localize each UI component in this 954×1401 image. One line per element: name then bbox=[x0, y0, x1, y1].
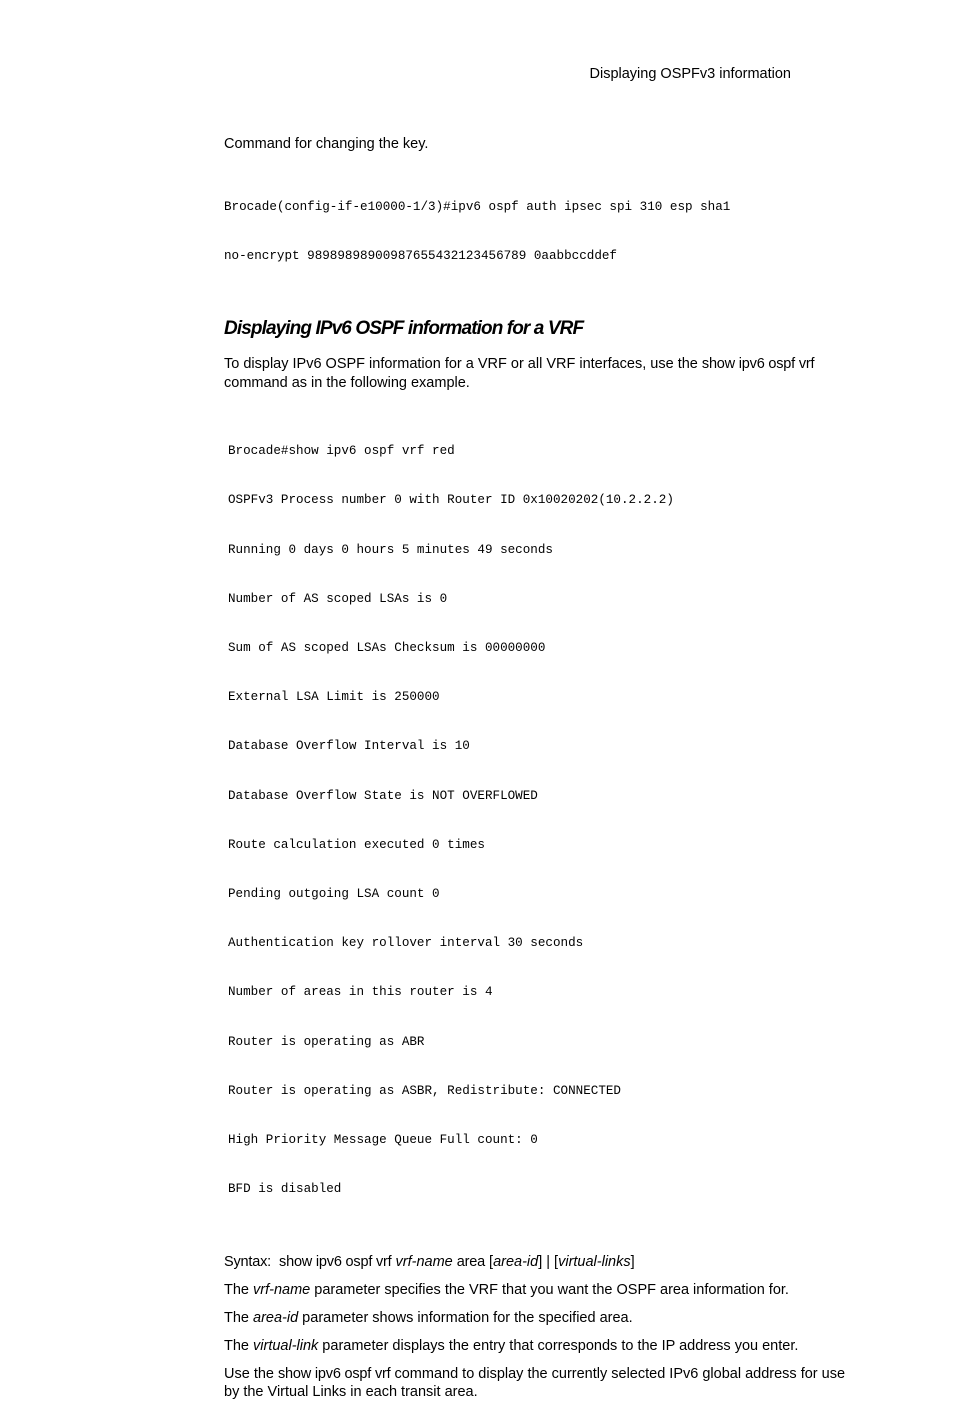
desc-text: parameter displays the entry that corresponds to the IP address you enter. bbox=[318, 1337, 799, 1354]
closing-text-end: command to display the currently selected IPv6 global address for use by the Virtual Links in each transit area. bbox=[224, 1365, 846, 1400]
desc-text: parameter shows information for the specified area. bbox=[298, 1309, 633, 1326]
code-line: Authentication key rollover interval 30 seconds bbox=[228, 936, 584, 951]
running-header: Displaying OSPFv3 information bbox=[589, 66, 791, 82]
page-content bbox=[224, 135, 864, 1401]
desc-text: parameter specifies the VRF that you want the OSPF area information for. bbox=[310, 1281, 789, 1298]
syntax-param-area-id: area-id bbox=[493, 1253, 539, 1270]
desc-param: virtual-link bbox=[253, 1337, 319, 1354]
syntax-bracket: ] bbox=[630, 1253, 635, 1270]
code-line: Pending outgoing LSA count 0 bbox=[228, 887, 440, 902]
desc-text: The bbox=[224, 1281, 254, 1298]
code-line: Router is operating as ASBR, Redistribute: CONNECTED bbox=[228, 1083, 621, 1098]
code-line: Database Overflow Interval is 10 bbox=[228, 739, 470, 754]
syntax-separator: ] | [ bbox=[538, 1253, 559, 1270]
intro-text-end: command as in the following example. bbox=[224, 375, 470, 392]
section-title: Displaying IPv6 OSPF information for a VRF bbox=[224, 318, 584, 340]
code-line: OSPFv3 Process number 0 with Router ID 0x10020202(10.2.2.2) bbox=[228, 493, 674, 508]
desc-param: area-id bbox=[253, 1309, 299, 1326]
closing-paragraph bbox=[224, 1365, 864, 1401]
intro-text: To display IPv6 OSPF information for a VRF or all VRF interfaces, use the bbox=[224, 356, 702, 373]
desc-text: The bbox=[224, 1337, 254, 1354]
desc-param: vrf-name bbox=[253, 1281, 311, 1298]
code-line: Brocade(config-if-e10000-1/3)#ipv6 ospf auth ipsec spi 310 esp sha1 bbox=[224, 199, 731, 214]
param-desc-area-id bbox=[224, 1309, 864, 1328]
code-line: External LSA Limit is 250000 bbox=[228, 690, 440, 705]
closing-command: show ipv6 ospf vrf bbox=[278, 1365, 391, 1382]
syntax-line bbox=[224, 1253, 864, 1272]
param-desc-vrf-name bbox=[224, 1281, 864, 1300]
syntax-label: Syntax: bbox=[224, 1253, 271, 1270]
desc-text: The bbox=[224, 1309, 254, 1326]
key-change-intro: Command for changing the key. bbox=[224, 136, 429, 152]
code-line: Route calculation executed 0 times bbox=[228, 837, 485, 852]
code-line: Router is operating as ABR bbox=[228, 1034, 425, 1049]
syntax-command: show ipv6 ospf vrf bbox=[279, 1253, 392, 1270]
key-command-block bbox=[224, 166, 864, 297]
code-line: High Priority Message Queue Full count: 0 bbox=[228, 1133, 538, 1148]
syntax-bracket: [ bbox=[489, 1253, 494, 1270]
code-line: Sum of AS scoped LSAs Checksum is 00000000 bbox=[228, 640, 546, 655]
example-output-block bbox=[224, 410, 864, 1230]
intro-command: show ipv6 ospf vrf bbox=[701, 356, 815, 373]
code-line: Brocade#show ipv6 ospf vrf red bbox=[228, 444, 455, 459]
code-line: no-encrypt 98989898900987655432123456789 0aabbccddef bbox=[224, 249, 617, 264]
syntax-param-vrf-name: vrf-name bbox=[395, 1253, 453, 1270]
code-line: Running 0 days 0 hours 5 minutes 49 seconds bbox=[228, 542, 553, 557]
code-line: BFD is disabled bbox=[228, 1182, 342, 1197]
syntax-keyword-area: area bbox=[456, 1253, 485, 1270]
param-desc-virtual-link bbox=[224, 1337, 864, 1356]
section-intro bbox=[224, 355, 864, 393]
code-line: Database Overflow State is NOT OVERFLOWED bbox=[228, 788, 538, 803]
code-line: Number of AS scoped LSAs is 0 bbox=[228, 591, 448, 606]
closing-text: Use the bbox=[224, 1365, 278, 1382]
syntax-param-virtual-links: virtual-links bbox=[558, 1253, 631, 1270]
code-line: Number of areas in this router is 4 bbox=[228, 985, 493, 1000]
